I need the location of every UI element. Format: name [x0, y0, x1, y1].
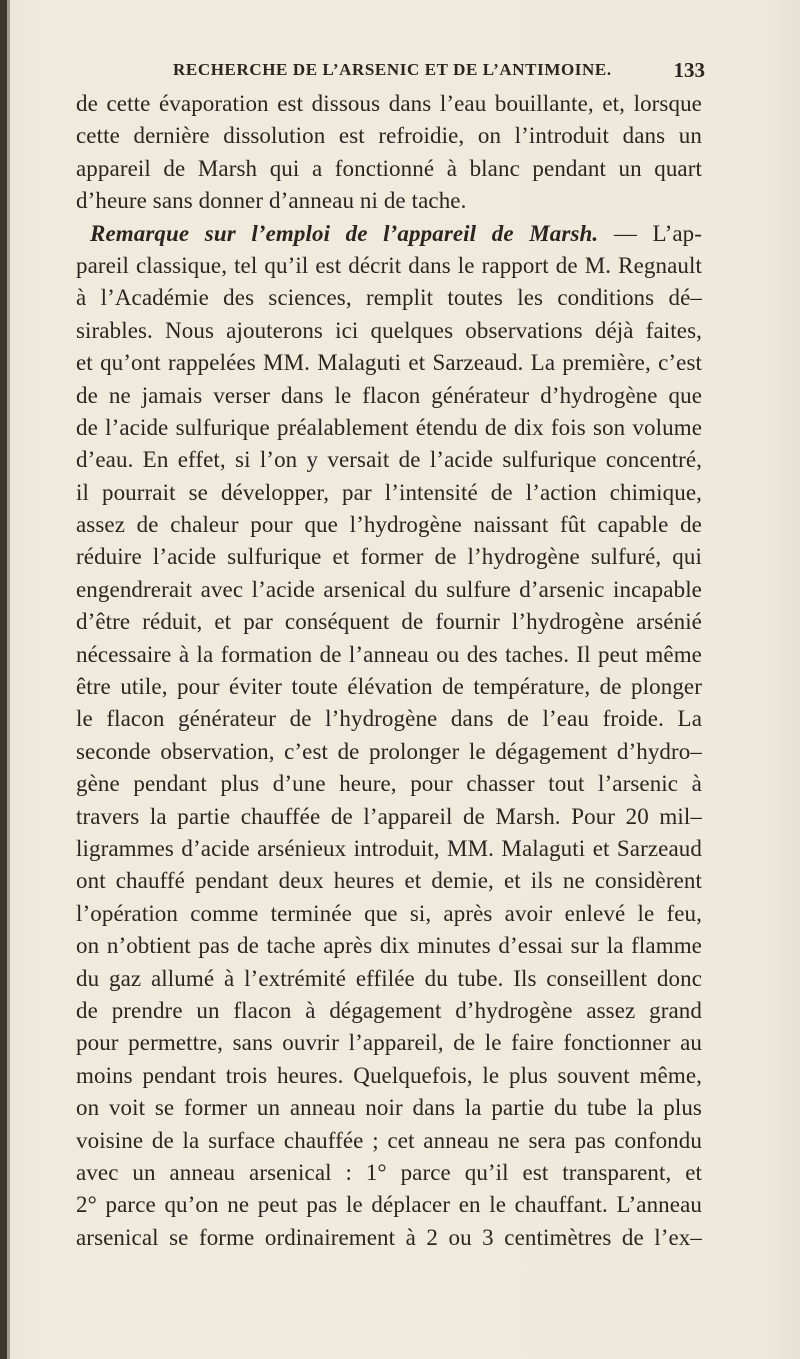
book-spine-edge — [7, 0, 10, 1359]
running-title: RECHERCHE DE L’ARSENIC ET DE L’ANTIMOINE. — [173, 60, 612, 79]
text-line: appareil de Marsh qui a fonctionné à blanc pendant un quart — [76, 155, 702, 181]
text-line: ligrammes d’acide arsénieux introduit, MM. Malaguti et Sarzeaud — [76, 835, 702, 861]
page-number: 133 — [673, 58, 705, 82]
text-line: 2° parce qu’on ne peut pas le déplacer en le chauffant. L’anneau — [76, 1192, 702, 1218]
text-line: pour permettre, sans ouvrir l’appareil, de le faire fonctionner au — [76, 1030, 702, 1056]
text-line: d’eau. En effet, si l’on y versait de l’acide sulfurique concentré, — [76, 447, 702, 473]
text-fragment: — L’ap- — [613, 220, 702, 246]
text-line: sirables. Nous ajouterons ici quelques observations déjà faites, — [76, 317, 702, 343]
text-line: de cette évaporation est dissous dans l’eau bouillante, et, lorsque — [76, 91, 702, 116]
text-line: ont chauffé pendant deux heures et demie, et ils ne considèrent — [76, 868, 702, 894]
text-line: avec un anneau arsenical : 1° parce qu’il est transparent, et — [76, 1159, 702, 1185]
text-line: d’heure sans donner d’anneau ni de tache. — [76, 188, 467, 214]
section-first-line — [76, 218, 702, 250]
text-line: de prendre un flacon à dégagement d’hydrogène assez grand — [76, 997, 702, 1023]
text-line: être utile, pour éviter toute élévation de température, de plonger — [76, 674, 702, 700]
section-heading: Remarque sur l’emploi de l’appareil de Marsh. — [90, 220, 599, 246]
text-line: du gaz allumé à l’extrémité effilée du tube. Ils conseillent donc — [76, 965, 702, 991]
book-spine-shadow — [0, 0, 7, 1359]
text-line: de ne jamais verser dans le flacon générateur d’hydrogène que — [76, 382, 702, 408]
text-line: voisine de la surface chauffée ; cet anneau ne sera pas confondu — [76, 1127, 702, 1153]
text-line: et qu’ont rappelées MM. Malaguti et Sarzeaud. La première, c’est — [76, 350, 702, 376]
text-line: d’être réduit, et par conséquent de fournir l’hydrogène arsénié — [76, 609, 702, 635]
text-line: on n’obtient pas de tache après dix minutes d’essai sur la flamme — [76, 933, 702, 959]
text-line: engendrerait avec l’acide arsenical du sulfure d’arsenic incapable — [76, 576, 702, 602]
body-text — [76, 88, 702, 1254]
text-line: moins pendant trois heures. Quelquefois, le plus souvent même, — [76, 1062, 702, 1088]
text-line: assez de chaleur pour que l’hydrogène naissant fût capable de — [76, 512, 702, 538]
text-line: pareil classique, tel qu’il est décrit dans le rapport de M. Regnault — [76, 252, 702, 278]
text-line: travers la partie chauffée de l’appareil de Marsh. Pour 20 mil– — [76, 803, 702, 829]
text-line: il pourrait se développer, par l’intensité de l’action chimique, — [76, 479, 702, 505]
text-line: nécessaire à la formation de l’anneau ou des taches. Il peut même — [76, 641, 702, 667]
text-line: le flacon générateur de l’hydrogène dans de l’eau froide. La — [76, 706, 702, 732]
text-line: à l’Académie des sciences, remplit toutes les conditions dé– — [76, 285, 702, 311]
text-line: l’opération comme terminée que si, après avoir enlevé le feu, — [76, 900, 702, 926]
page-header — [75, 56, 705, 86]
text-line: arsenical se forme ordinairement à 2 ou 3 centimètres de l’ex– — [76, 1224, 702, 1250]
text-line: réduire l’acide sulfurique et former de l’hydrogène sulfuré, qui — [76, 544, 702, 570]
text-line: seconde observation, c’est de prolonger le dégagement d’hydro– — [76, 738, 702, 764]
text-line: gène pendant plus d’une heure, pour chasser tout l’arsenic à — [76, 771, 702, 797]
text-line: cette dernière dissolution est refroidie, on l’introduit dans un — [76, 123, 702, 149]
text-line: on voit se former un anneau noir dans la partie du tube la plus — [76, 1095, 702, 1121]
text-line: de l’acide sulfurique préalablement étendu de dix fois son volume — [76, 414, 702, 440]
